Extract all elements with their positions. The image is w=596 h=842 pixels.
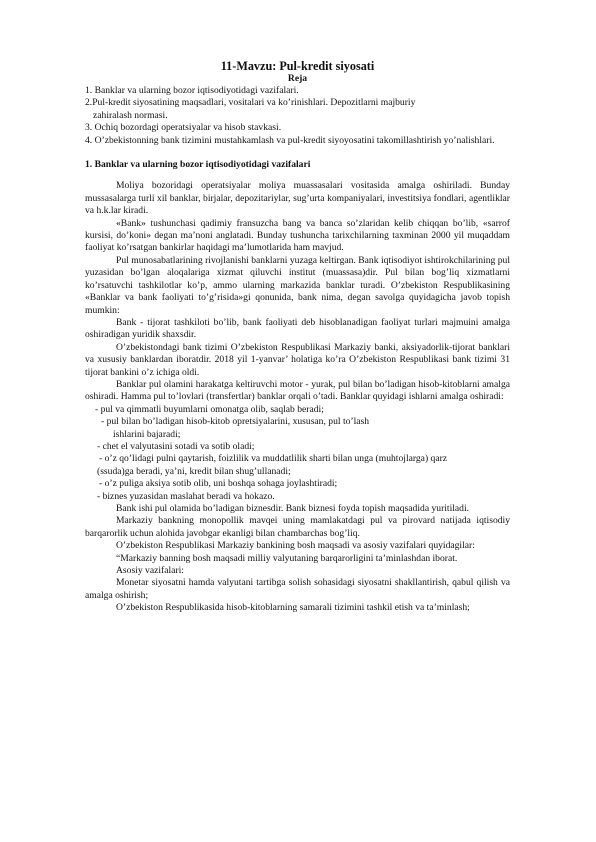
paragraph: O’zbekistondagi bank tizimi O’zbekiston Respublikasi Markaziy banki, aksiyadorlik-tijorat banklari va xususiy banklardan iboratdir. 2018 yil 1-yanvar’ holatiga ko’ra O’zbekiston Respublikasi bank tizimi 31 tijorat bankini o’z ichiga oldi.	[85, 341, 510, 378]
paragraph: Bank - tijorat tashkiloti bo’lib, bank faoliyati deb hisoblanadigan faoliyat turlari majmuini amalga oshiradigan yuridik shaxsdir.	[85, 316, 510, 341]
plan-item-4: 4. O’zbekistonning bank tizimini mustahkamlash va pul-kredit siyoyosatini takomillashtirish yo’nalishlari.	[85, 134, 495, 146]
list-item: - pul va qimmatli buyumlarni omonatga olib, saqlab beradi;	[95, 403, 324, 415]
list-item: - o’z puliga aksiya sotib olib, uni boshqa sohaga joylashtiradi;	[99, 478, 338, 490]
quote: “Markaziy banning bosh maqsadi milliy valyutaning barqarorligini ta’minlashdan iborat.	[116, 552, 458, 564]
document-title: 11-Mavzu: Pul-kredit siyosati	[220, 59, 375, 73]
paragraph: O’zbekiston Respublikasida hisob-kitoblarning samarali tizimini tashkil etish va ta’minlash;	[116, 602, 470, 614]
list-item-continuation: ishlarini bajaradi;	[113, 428, 181, 440]
tasks-label: Asosiy vazifalari:	[116, 565, 184, 577]
document-page	[85, 57, 510, 615]
paragraph: Markaziy bankning monopollik mavqei uning mamlakatdagi pul va pirovard natijada iqtisodiy barqarorlik uchun alohida javobgar ekanligi bilan chambarchas bog’liq.	[85, 515, 510, 539]
plan-list	[85, 85, 510, 147]
bank-functions-list	[85, 404, 510, 503]
list-item: - chet el valyutasini sotadi va sotib oladi;	[97, 440, 255, 452]
paragraph: Banklar pul olamini harakatga keltiruvchi motor - yurak, pul bilan bo’ladigan hisob-kitoblarni amalga oshiradi. Hamma pul to’lovlari (transfertlar) banklar orqali o’tadi. Banklar quyidagi ishlarni amalga oshiradi:	[85, 378, 510, 403]
list-item: - biznes yuzasidan maslahat beradi va hokazo.	[97, 490, 275, 502]
paragraph: O’zbekiston Respublikasi Markaziy bankining bosh maqsadi va asosiy vazifalari quyidagilar:	[116, 540, 475, 552]
plan-item-2: 2.Pul-kredit siyosatining maqsadlari, vositalari va ko’rinishlari. Depozitlarni majburiy	[85, 97, 416, 109]
paragraph: Monetar siyosatni hamda valyutani tartibga solish sohasidagi siyosatni shakllantirish, qabul qilish va amalga oshirish;	[85, 577, 510, 601]
plan-heading: Reja	[287, 73, 308, 84]
plan-item-3: 3. Ochiq bozordagi operatsiyalar va hisob stavkasi.	[85, 122, 282, 134]
list-item-continuation: (ssuda)ga beradi, ya’ni, kredit bilan shug’ullanadi;	[97, 465, 291, 477]
paragraph: Pul munosabatlarining rivojlanishi banklarni yuzaga keltirgan. Bank iqtisodiyot ishtirokchilarining pul yuzasidan bo’lgan aloqalariga xizmat qiluvchi institut (muassasa)dir. Pul bilan bog’liq xizmatlarni ko’rsatuvchi tashkilotlar ko’p, ammo ularning markazida banklar turadi. O’zbekiston Respublikasining «Banklar va bank faoliyati to’g’risida»gi qonunida, bank nima, degan savolga quyidagicha javob topish mumkin:	[85, 254, 510, 316]
plan-item-1: 1. Banklar va ularning bozor iqtisodiyotidagi vazifalari.	[85, 85, 299, 96]
list-item: - o’z qo’lidagi pulni qaytarish, foizlilik va muddatlilik sharti bilan unga (muhtojlarga) qarz	[99, 453, 448, 465]
paragraph: Moliya bozoridagi operatsiyalar moliya muassasalari vositasida amalga oshiriladi. Bunday mussasalarga turli xil banklar, birjalar, depozitariylar, sug’urta kompaniyalari, investitsiya fondlari, agentliklar va h.k.lar kiradi.	[85, 180, 510, 217]
section-heading: 1. Banklar va ularning bozor iqtisodiyotidagi vazifalari	[85, 159, 311, 171]
paragraph: Bank ishi pul olamida bo’ladigan biznesdir. Bank biznesi foyda topish maqsadida yuritiladi.	[116, 503, 470, 514]
list-item: - pul bilan bo’ladigan hisob-kitob opretsiyalarini, xususan, pul to’lash	[101, 416, 370, 428]
plan-item-2-continuation: zahiralash normasi.	[93, 109, 168, 121]
paragraph: «Bank» tushunchasi qadimiy fransuzcha bang va banca so’zlaridan kelib chiqqan bo’lib, «sarrof kursisi, do’koni» degan ma’noni anglatadi. Bunday tushuncha tarixchilarning taxminan 2000 yil muqaddam faoliyat ko’rsatgan bankirlar haqidagi ma’lumotlarida ham mavjud.	[85, 217, 510, 254]
